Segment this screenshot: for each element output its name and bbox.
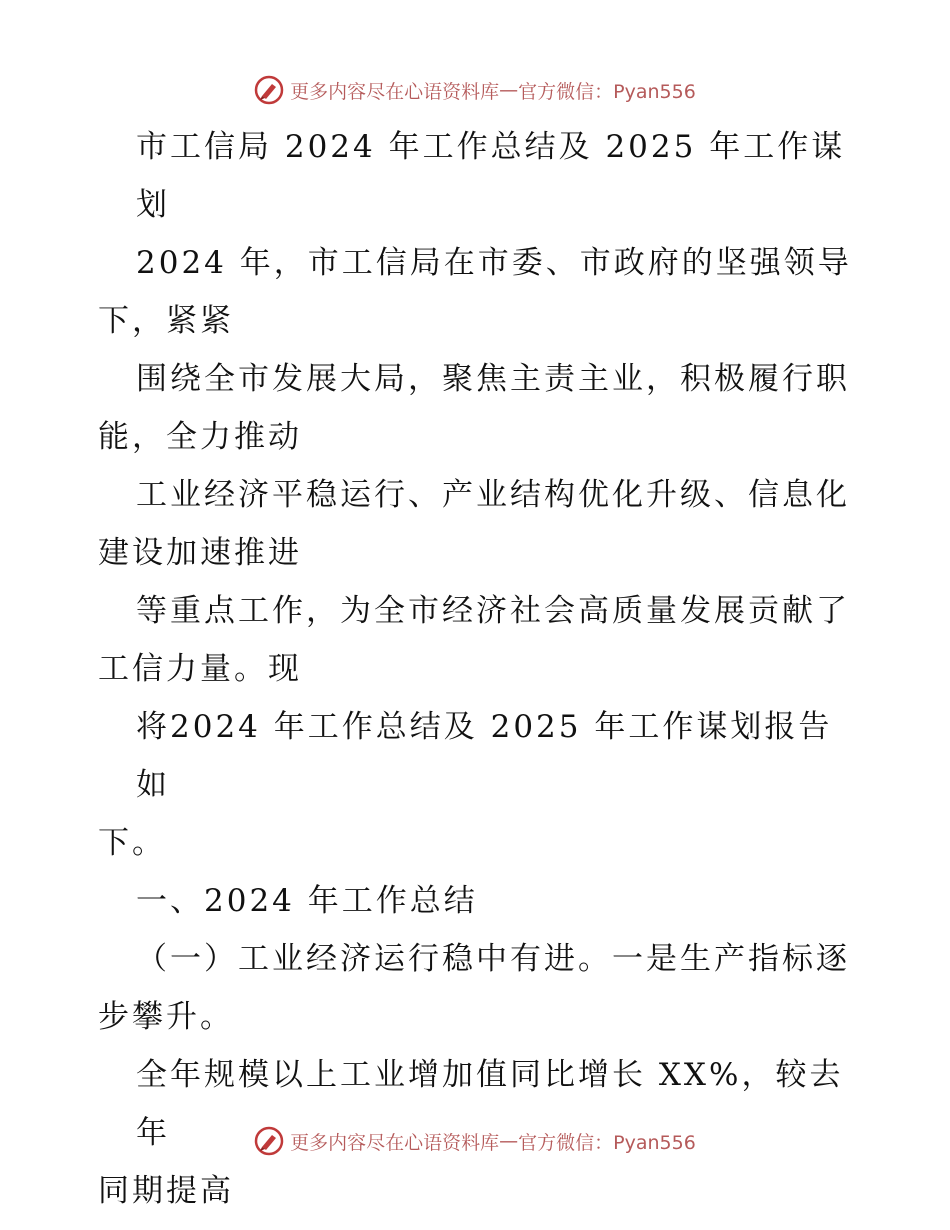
document-title xyxy=(98,118,858,234)
paragraph-line: 等重点工作，为全市经济社会高质量发展贡献了 xyxy=(136,593,850,629)
paragraph-line: 建设加速推进 xyxy=(98,535,302,571)
paragraph-line: 下。 xyxy=(98,825,166,861)
paragraph-line: 全年规模以上工业增加值同比增长 XX%，较去年 xyxy=(136,1057,844,1151)
footer-banner xyxy=(0,1121,950,1161)
banner-main-text: 更多内容尽在心语资料库 xyxy=(290,80,500,103)
banner-main-text: 更多内容尽在心语资料库 xyxy=(290,1131,500,1154)
paragraph-line: 围绕全市发展大局，聚焦主责主业，积极履行职 xyxy=(136,361,850,397)
paragraph xyxy=(98,930,858,1046)
banner-separator: — xyxy=(499,79,519,101)
paragraph xyxy=(98,350,858,466)
paragraph-line: 将2024 年工作总结及 2025 年工作谋划报告如 xyxy=(136,709,833,803)
banner-wechat-text: 官方微信：Pyan556 xyxy=(518,1131,696,1154)
paragraph-line: 市工信局 2024 年工作总结及 2025 年工作谋 xyxy=(136,129,846,165)
paragraph-line: 能，全力推动 xyxy=(98,419,302,455)
paragraph-line: 划 xyxy=(136,187,170,223)
paragraph-line: 工信力量。现 xyxy=(98,651,302,687)
paragraph xyxy=(98,234,858,350)
paragraph-line: 同期提高 xyxy=(98,1173,234,1209)
pen-logo-icon xyxy=(254,1126,284,1156)
paragraph-line: （一）工业经济运行稳中有进。一是生产指标逐 xyxy=(136,941,850,977)
pen-logo-icon xyxy=(254,75,284,105)
header-banner xyxy=(0,70,950,110)
banner-wechat-text: 官方微信：Pyan556 xyxy=(518,80,696,103)
paragraph xyxy=(98,582,858,698)
paragraph xyxy=(98,466,858,582)
paragraph-line: 工业经济平稳运行、产业结构优化升级、信息化 xyxy=(136,477,850,513)
paragraph-line: 下，紧紧 xyxy=(98,303,234,339)
section-heading xyxy=(98,872,858,930)
banner-separator: — xyxy=(499,1130,519,1152)
paragraph-line: 一、2024 年工作总结 xyxy=(136,883,478,919)
document-body xyxy=(98,118,858,1220)
paragraph-line: 2024 年，市工信局在市委、市政府的坚强领导 xyxy=(136,245,852,281)
paragraph xyxy=(98,698,858,872)
paragraph-line: 步攀升。 xyxy=(98,999,234,1035)
